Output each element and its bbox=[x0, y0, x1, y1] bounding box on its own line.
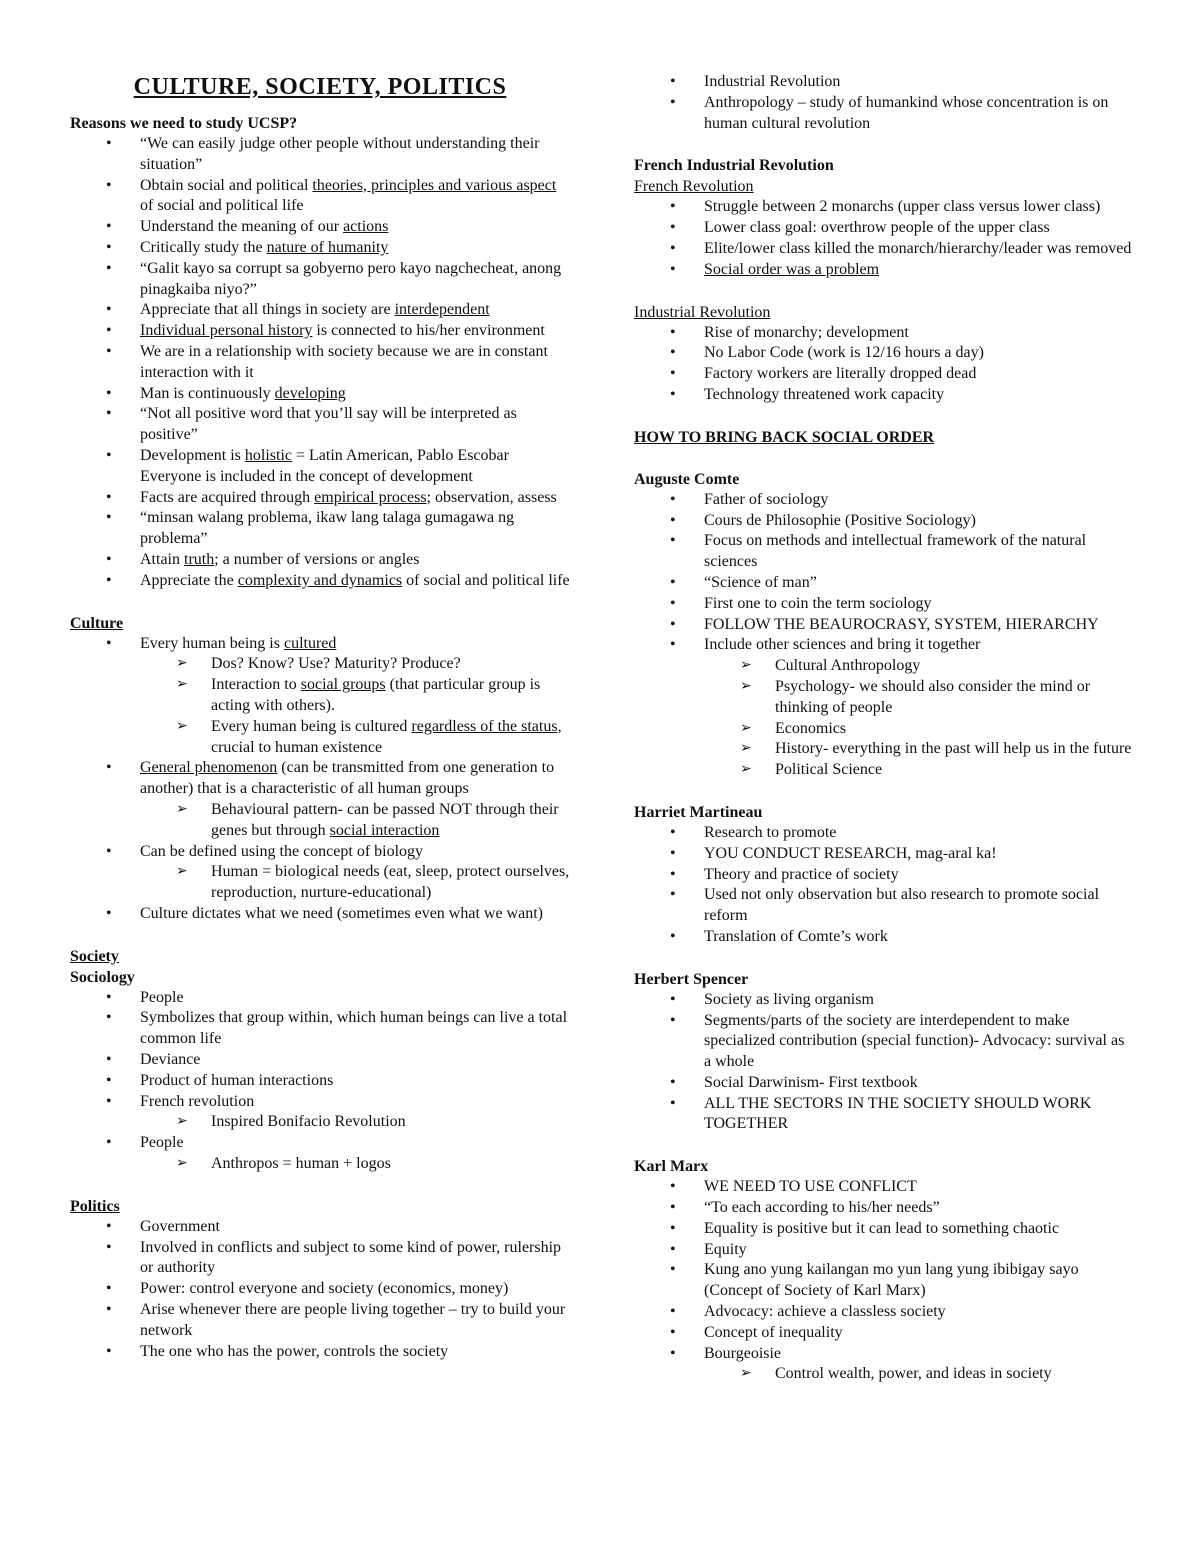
sub-item: ➢ Every human being is cultured regardless of the status, crucial to human existence bbox=[70, 717, 570, 759]
list-item: • Arise whenever there are people living together – try to build your network bbox=[70, 1300, 570, 1342]
list-item: • Government bbox=[70, 1217, 570, 1238]
list-item: • “Science of man” bbox=[634, 573, 1134, 594]
list-item: • Research to promote bbox=[634, 823, 1134, 844]
list-item: • Every human being is cultured bbox=[70, 634, 570, 655]
culture-list bbox=[70, 634, 570, 925]
list-item: • Can be defined using the concept of biology bbox=[70, 842, 570, 863]
marx-heading: Karl Marx bbox=[634, 1158, 709, 1176]
list-item: • Individual personal history is connected to his/her environment bbox=[70, 321, 570, 342]
sub-item: ➢ Political Science bbox=[634, 760, 1134, 781]
list-item: • Elite/lower class killed the monarch/hierarchy/leader was removed bbox=[634, 239, 1134, 260]
list-item: • Used not only observation but also research to promote social reform bbox=[634, 885, 1134, 927]
list-item: • People bbox=[70, 1133, 570, 1154]
list-item: • Power: control everyone and society (economics, money) bbox=[70, 1279, 570, 1300]
sub-item: ➢ Interaction to social groups (that particular group is acting with others). bbox=[70, 675, 570, 717]
list-item: • Theory and practice of society bbox=[634, 865, 1134, 886]
french-industrial-heading: French Industrial Revolution bbox=[634, 157, 834, 175]
society-list bbox=[70, 988, 570, 1175]
list-item: • “minsan walang problema, ikaw lang talaga gumagawa ng problema” bbox=[70, 508, 570, 550]
spencer-heading: Herbert Spencer bbox=[634, 970, 749, 988]
list-item: • Product of human interactions bbox=[70, 1071, 570, 1092]
society-heading: Society bbox=[70, 947, 119, 965]
list-item: • “Galit kayo sa corrupt sa gobyerno pero kayo nagchecheat, anong pinagkaiba niyo?” bbox=[70, 259, 570, 301]
sub-item: ➢ History- everything in the past will help us in the future bbox=[634, 739, 1134, 760]
list-item: • Lower class goal: overthrow people of the upper class bbox=[634, 218, 1134, 239]
list-item: • Kung ano yung kailangan mo yun lang yung ibibigay sayo (Concept of Society of Karl Marx) bbox=[634, 1260, 1134, 1302]
reasons-list bbox=[70, 134, 570, 592]
list-item: • Understand the meaning of our actions bbox=[70, 217, 570, 238]
list-item: • Society as living organism bbox=[634, 990, 1134, 1011]
list-item: • Man is continuously developing bbox=[70, 384, 570, 405]
sub-item: ➢ Behavioural pattern- can be passed NOT through their genes but through social interaction bbox=[70, 800, 570, 842]
list-item: • Include other sciences and bring it together bbox=[634, 635, 1134, 656]
list-item: • Deviance bbox=[70, 1050, 570, 1071]
list-item: • ALL THE SECTORS IN THE SOCIETY SHOULD WORK TOGETHER bbox=[634, 1094, 1134, 1136]
comte-list bbox=[634, 490, 1134, 781]
list-item: • Focus on methods and intellectual framework of the natural sciences bbox=[634, 531, 1134, 573]
list-item: • Father of sociology bbox=[634, 490, 1134, 511]
sub-item: ➢ Inspired Bonifacio Revolution bbox=[70, 1112, 570, 1133]
social-order-heading: HOW TO BRING BACK SOCIAL ORDER bbox=[634, 428, 935, 446]
right-column bbox=[634, 72, 1134, 1385]
sociology-subheading: Sociology bbox=[70, 968, 135, 986]
list-item: • Bourgeoisie bbox=[634, 1344, 1134, 1365]
list-item: • Rise of monarchy; development bbox=[634, 323, 1134, 344]
list-item: • No Labor Code (work is 12/16 hours a day) bbox=[634, 343, 1134, 364]
comte-heading: Auguste Comte bbox=[634, 470, 740, 488]
list-item: • People bbox=[70, 988, 570, 1009]
list-item: • Development is holistic = Latin American, Pablo Escobar Everyone is included in the concept of development bbox=[70, 446, 570, 488]
french-revolution-list bbox=[634, 197, 1134, 280]
list-item: • Appreciate that all things in society are interdependent bbox=[70, 300, 570, 321]
marx-list bbox=[634, 1177, 1134, 1385]
list-item: • FOLLOW THE BEAUROCRASY, SYSTEM, HIERARCHY bbox=[634, 615, 1134, 636]
list-item: • Symbolizes that group within, which human beings can live a total common life bbox=[70, 1008, 570, 1050]
sub-item: ➢ Dos? Know? Use? Maturity? Produce? bbox=[70, 654, 570, 675]
list-item: • Segments/parts of the society are interdependent to make specialized contribution (special function)- Advocacy: survival as a whole bbox=[634, 1011, 1134, 1073]
sub-item: ➢ Cultural Anthropology bbox=[634, 656, 1134, 677]
list-item: • Attain truth; a number of versions or angles bbox=[70, 550, 570, 571]
left-column bbox=[70, 74, 570, 1362]
list-item: • Obtain social and political theories, principles and various aspect of social and political life bbox=[70, 176, 570, 218]
sub-item: ➢ Anthropos = human + logos bbox=[70, 1154, 570, 1175]
sub-item: ➢ Psychology- we should also consider the mind or thinking of people bbox=[634, 677, 1134, 719]
industrial-list bbox=[634, 323, 1134, 406]
list-item: • Factory workers are literally dropped dead bbox=[634, 364, 1134, 385]
list-item: • “We can easily judge other people without understanding their situation” bbox=[70, 134, 570, 176]
sub-item: ➢ Economics bbox=[634, 719, 1134, 740]
list-item: • General phenomenon (can be transmitted from one generation to another) that is a characteristic of all human groups bbox=[70, 758, 570, 800]
list-item: • Facts are acquired through empirical process; observation, assess bbox=[70, 488, 570, 509]
reasons-heading: Reasons we need to study UCSP? bbox=[70, 115, 298, 132]
list-item: • Involved in conflicts and subject to some kind of power, rulership or authority bbox=[70, 1238, 570, 1280]
list-item: • Struggle between 2 monarchs (upper class versus lower class) bbox=[634, 197, 1134, 218]
politics-list bbox=[70, 1217, 570, 1363]
list-item: • Industrial Revolution bbox=[634, 72, 1134, 93]
top-list bbox=[634, 72, 1134, 134]
list-item: • Advocacy: achieve a classless society bbox=[634, 1302, 1134, 1323]
list-item: • French revolution bbox=[70, 1092, 570, 1113]
sub-item: ➢ Human = biological needs (eat, sleep, protect ourselves, reproduction, nurture-educational) bbox=[70, 862, 570, 904]
list-item: • The one who has the power, controls the society bbox=[70, 1342, 570, 1363]
martineau-list bbox=[634, 823, 1134, 948]
list-item: • WE NEED TO USE CONFLICT bbox=[634, 1177, 1134, 1198]
list-item: • Anthropology – study of humankind whose concentration is on human cultural revolution bbox=[634, 93, 1134, 135]
list-item: • Social order was a problem bbox=[634, 260, 1134, 281]
list-item: • Critically study the nature of humanity bbox=[70, 238, 570, 259]
sub-item: ➢ Control wealth, power, and ideas in society bbox=[634, 1364, 1134, 1385]
politics-heading: Politics bbox=[70, 1197, 120, 1215]
spencer-list bbox=[634, 990, 1134, 1136]
list-item: • Concept of inequality bbox=[634, 1323, 1134, 1344]
list-item: • “To each according to his/her needs” bbox=[634, 1198, 1134, 1219]
page-title: CULTURE, SOCIETY, POLITICS bbox=[133, 74, 507, 100]
list-item: • Equality is positive but it can lead to something chaotic bbox=[634, 1219, 1134, 1240]
list-item: • Culture dictates what we need (sometimes even what we want) bbox=[70, 904, 570, 925]
list-item: • Cours de Philosophie (Positive Sociology) bbox=[634, 511, 1134, 532]
culture-heading: Culture bbox=[70, 614, 124, 632]
list-item: • We are in a relationship with society because we are in constant interaction with it bbox=[70, 342, 570, 384]
list-item: • “Not all positive word that you’ll say will be interpreted as positive” bbox=[70, 404, 570, 446]
list-item: • Technology threatened work capacity bbox=[634, 385, 1134, 406]
list-item: • Translation of Comte’s work bbox=[634, 927, 1134, 948]
french-revolution-subheading: French Revolution bbox=[634, 178, 754, 196]
list-item: • Social Darwinism- First textbook bbox=[634, 1073, 1134, 1094]
industrial-revolution-heading: Industrial Revolution bbox=[634, 303, 771, 321]
list-item: • First one to coin the term sociology bbox=[634, 594, 1134, 615]
martineau-heading: Harriet Martineau bbox=[634, 803, 763, 821]
list-item: • Appreciate the complexity and dynamics of social and political life bbox=[70, 571, 570, 592]
list-item: • YOU CONDUCT RESEARCH, mag-aral ka! bbox=[634, 844, 1134, 865]
list-item: • Equity bbox=[634, 1240, 1134, 1261]
